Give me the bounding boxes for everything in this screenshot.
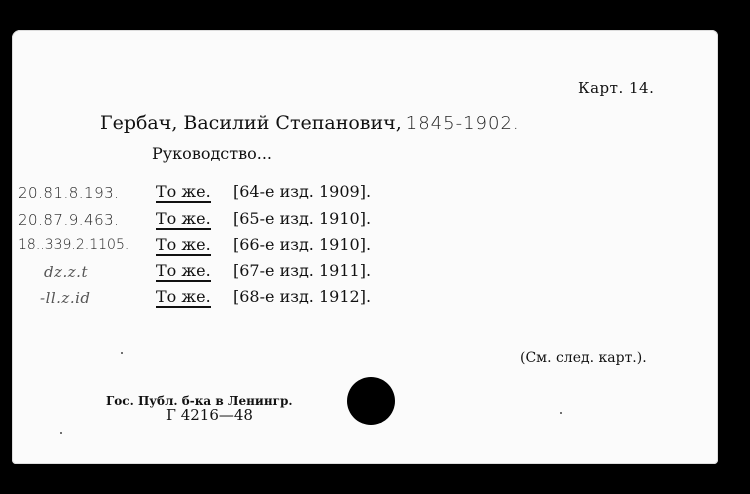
edition-info: [64-е изд. 1909]. <box>233 182 372 201</box>
scan-speck <box>560 412 562 414</box>
see-next-card-note: (См. след. карт.). <box>520 350 647 366</box>
author-heading <box>100 112 520 134</box>
edition-info: [67-е изд. 1911]. <box>233 261 372 280</box>
same-label: То же. <box>156 209 211 228</box>
edition-row <box>18 182 418 206</box>
book-title: Руководство... <box>152 144 273 163</box>
shelf-mark: -ll.z.id <box>40 289 91 307</box>
same-label: То же. <box>156 235 211 254</box>
library-imprint <box>106 394 293 422</box>
same-label: То же. <box>156 261 211 280</box>
shelf-mark: 18..339.2.1105. <box>18 237 130 253</box>
same-label: То же. <box>156 182 211 201</box>
scan-speck <box>121 352 123 354</box>
author-name: Гербач, Василий Степанович, <box>100 112 402 134</box>
shelf-mark: 20.87.9.463. <box>18 211 120 229</box>
edition-info: [68-е изд. 1912]. <box>233 287 372 306</box>
shelf-mark: dz.z.t <box>44 263 88 281</box>
punch-hole <box>347 377 395 425</box>
author-years: 1845-1902. <box>405 113 520 134</box>
scan-speck <box>60 432 62 434</box>
edition-row <box>18 287 418 311</box>
card-number: Карт. 14. <box>578 79 655 97</box>
print-code: Г 4216—48 <box>166 406 253 424</box>
edition-info: [66-е изд. 1910]. <box>233 235 372 254</box>
edition-row <box>18 261 418 285</box>
library-name: Гос. Публ. б-ка в Ленингр. <box>106 394 293 408</box>
shelf-mark: 20.81.8.193. <box>18 184 120 202</box>
edition-info: [65-е изд. 1910]. <box>233 209 372 228</box>
edition-row <box>18 235 418 259</box>
same-label: То же. <box>156 287 211 306</box>
edition-row <box>18 209 418 233</box>
